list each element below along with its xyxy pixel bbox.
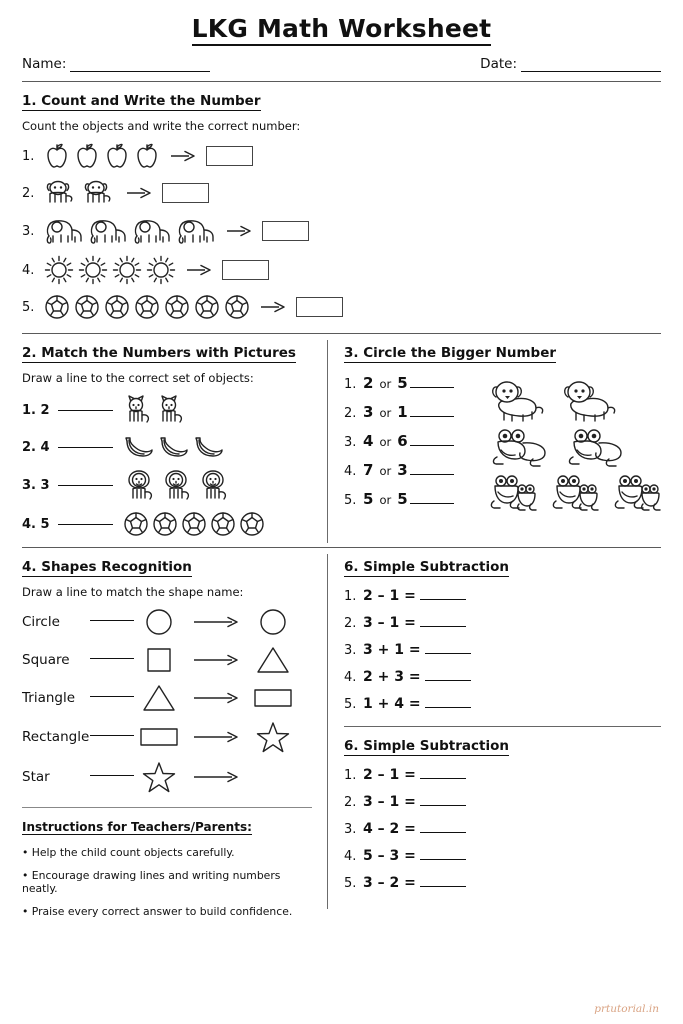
banana-icon [158, 435, 190, 459]
instruction-item: • Help the child count objects carefully. [22, 846, 235, 859]
object-group [44, 179, 116, 207]
math-problem-row [344, 767, 661, 783]
section-6-column [327, 548, 661, 918]
elephant-icon [44, 216, 84, 246]
compare-option-b[interactable]: 5 [397, 490, 408, 508]
match-row [22, 469, 317, 501]
dog-illustration [489, 377, 547, 423]
row-index: 2. [344, 616, 357, 631]
compare-option-b[interactable]: 6 [397, 432, 408, 450]
name-field-group [22, 56, 210, 72]
shape-square-icon [139, 645, 179, 675]
sun-icon [112, 255, 142, 285]
section-1 [22, 82, 661, 320]
elephant-icon [132, 216, 172, 246]
shape-star-icon [253, 721, 293, 753]
answer-line[interactable] [410, 416, 454, 417]
compare-or-label: or [379, 493, 392, 507]
soccer-ball-icon [194, 294, 220, 320]
section-1-heading: 1. Count and Write the Number [22, 93, 261, 109]
column-divider-upper [327, 340, 328, 543]
compare-option-b[interactable]: 5 [397, 374, 408, 392]
soccer-ball-icon [74, 294, 100, 320]
section-6a [344, 548, 661, 712]
section-2-subtitle: Draw a line to the correct set of objects: [22, 371, 254, 385]
shape-row [22, 721, 317, 753]
row-index: 3. [344, 822, 357, 837]
soccer-ball-icon [210, 511, 236, 537]
section-4 [22, 548, 327, 918]
shape-triangle-icon [253, 645, 293, 675]
arrow-icon [193, 730, 239, 744]
illustration-row [489, 377, 661, 423]
object-group [123, 511, 265, 537]
lion-icon [160, 469, 194, 501]
math-expression: 3 – 1 = [363, 615, 416, 631]
instructions-heading: Instructions for Teachers/Parents: [22, 820, 252, 834]
name-input[interactable] [70, 71, 210, 72]
apple-icon [74, 142, 100, 170]
section-3 [327, 334, 661, 537]
dog-icon [82, 179, 116, 207]
arrow-icon [226, 224, 252, 238]
row-index: 5. [22, 299, 35, 315]
section-4-subtitle: Draw a line to match the shape name: [22, 585, 244, 599]
count-row [22, 179, 661, 207]
compare-or-label: or [379, 406, 392, 420]
match-line[interactable] [58, 524, 113, 525]
math-expression: 4 – 2 = [363, 821, 416, 837]
section-1-subtitle: Count the objects and write the correct number: [22, 119, 301, 133]
match-line[interactable] [90, 775, 134, 776]
shape-name-label: Star [22, 769, 50, 785]
match-number: 3. 3 [22, 477, 50, 493]
shape-row [22, 683, 317, 713]
column-divider-lower [327, 554, 328, 909]
row-index: 4. [344, 849, 357, 864]
shape-circle-icon [139, 607, 179, 637]
cat-icon [123, 395, 153, 425]
answer-line[interactable] [420, 626, 466, 627]
apple-icon [134, 142, 160, 170]
match-number: 4. 5 [22, 516, 50, 532]
date-label: Date: [480, 56, 517, 72]
name-label: Name: [22, 56, 67, 72]
math-expression: 2 + 3 = [363, 669, 421, 685]
math-expression: 5 – 3 = [363, 848, 416, 864]
instructions-divider [22, 807, 312, 808]
section-2-rows [22, 395, 317, 537]
shape-name-label: Square [22, 652, 70, 668]
math-expression: 3 + 1 = [363, 642, 421, 658]
math-problem-row [344, 696, 661, 712]
count-row [22, 216, 661, 246]
arrow-icon [193, 691, 239, 705]
object-group [44, 294, 250, 320]
match-line[interactable] [90, 620, 134, 621]
row-index: 1. [344, 768, 357, 783]
match-row [22, 395, 317, 425]
match-row [22, 435, 317, 459]
arrow-icon [193, 770, 239, 784]
section-3-rows [344, 363, 483, 515]
answer-line[interactable] [420, 886, 466, 887]
count-row [22, 255, 661, 285]
soccer-ball-icon [239, 511, 265, 537]
shape-name-label: Circle [22, 614, 60, 630]
row-index: 5. [344, 697, 357, 712]
section-4-heading: 4. Shapes Recognition [22, 559, 192, 575]
answer-line[interactable] [410, 503, 454, 504]
answer-box[interactable] [206, 146, 253, 166]
answer-box[interactable] [162, 183, 209, 203]
row-index: 3. [22, 223, 35, 239]
elephant-icon [88, 216, 128, 246]
count-row [22, 142, 661, 170]
frog-pair-illustration [551, 471, 599, 513]
compare-row [344, 374, 483, 392]
illustration-row [489, 425, 661, 469]
section-2-heading: 2. Match the Numbers with Pictures [22, 345, 296, 361]
object-group [44, 255, 176, 285]
answer-line[interactable] [420, 778, 466, 779]
arrow-icon [170, 149, 196, 163]
compare-option-b[interactable]: 3 [397, 461, 408, 479]
arrow-icon [126, 186, 152, 200]
match-line[interactable] [90, 735, 134, 736]
section-2 [22, 334, 327, 537]
row-index: 3. [344, 435, 357, 450]
section-6b [344, 727, 661, 891]
frog-pair-illustration [489, 471, 537, 513]
match-line[interactable] [90, 696, 134, 697]
soccer-ball-icon [152, 511, 178, 537]
compare-row [344, 432, 483, 450]
shape-rectangle-icon [253, 686, 293, 710]
shape-row [22, 645, 317, 675]
soccer-ball-icon [181, 511, 207, 537]
banana-icon [123, 435, 155, 459]
footer-watermark: prtutorial.in [594, 1003, 659, 1015]
compare-row [344, 461, 483, 479]
row-index: 2. [344, 795, 357, 810]
math-problem-row [344, 615, 661, 631]
soccer-ball-icon [134, 294, 160, 320]
compare-option-a[interactable]: 7 [363, 461, 374, 479]
compare-row [344, 490, 483, 508]
elephant-icon [176, 216, 216, 246]
date-input[interactable] [521, 71, 661, 72]
shape-circle-icon [253, 607, 293, 637]
compare-option-a[interactable]: 3 [363, 403, 374, 421]
compare-or-label: or [379, 377, 392, 391]
date-field-group [480, 56, 661, 72]
sun-icon [78, 255, 108, 285]
count-row [22, 294, 661, 320]
apple-icon [44, 142, 70, 170]
answer-line[interactable] [410, 387, 454, 388]
instructions-list [22, 846, 317, 918]
page-title [22, 0, 661, 43]
math-problem-row [344, 588, 661, 604]
object-group [123, 435, 225, 459]
illustration-row [489, 471, 661, 513]
answer-line[interactable] [420, 859, 466, 860]
compare-option-a[interactable]: 2 [363, 374, 374, 392]
soccer-ball-icon [164, 294, 190, 320]
cat-icon [156, 395, 186, 425]
row-index: 2. [344, 406, 357, 421]
soccer-ball-icon [123, 511, 149, 537]
frog-illustration [489, 425, 551, 469]
object-group [44, 142, 160, 170]
instruction-item: • Praise every correct answer to build confidence. [22, 905, 293, 918]
section-6a-rows [344, 588, 661, 712]
math-problem-row [344, 848, 661, 864]
sun-icon [44, 255, 74, 285]
frog-pair-illustration [613, 471, 661, 513]
row-index: 2. [22, 185, 35, 201]
row-index: 5. [344, 876, 357, 891]
section-3-heading: 3. Circle the Bigger Number [344, 345, 557, 361]
compare-option-a[interactable]: 4 [363, 432, 374, 450]
math-expression: 1 + 4 = [363, 696, 421, 712]
math-expression: 2 – 1 = [363, 767, 416, 783]
name-date-row [22, 56, 661, 72]
row-index: 1. [344, 377, 357, 392]
row-index: 4. [344, 464, 357, 479]
compare-option-b[interactable]: 1 [397, 403, 408, 421]
lion-icon [123, 469, 157, 501]
row-index: 1. [22, 148, 35, 164]
shape-name-label: Triangle [22, 690, 76, 706]
math-problem-row [344, 669, 661, 685]
match-number: 2. 4 [22, 439, 50, 455]
row-index: 4. [344, 670, 357, 685]
answer-line[interactable] [410, 474, 454, 475]
sun-icon [146, 255, 176, 285]
match-line[interactable] [58, 447, 113, 448]
arrow-icon [193, 653, 239, 667]
match-line[interactable] [90, 658, 134, 659]
object-group [123, 469, 231, 501]
shape-star-icon [139, 761, 179, 793]
answer-line[interactable] [425, 707, 471, 708]
arrow-icon [186, 263, 212, 277]
dog-illustration [561, 377, 619, 423]
compare-option-a[interactable]: 5 [363, 490, 374, 508]
page-title-text: LKG Math Worksheet [192, 14, 492, 46]
frog-illustration [565, 425, 627, 469]
shape-row [22, 761, 317, 793]
match-row [22, 511, 317, 537]
answer-line[interactable] [420, 805, 466, 806]
answer-box[interactable] [296, 297, 343, 317]
row-index: 1. [344, 589, 357, 604]
section-6b-heading: 6. Simple Subtraction [344, 738, 509, 754]
section-4-rows [22, 607, 317, 793]
compare-or-label: or [379, 435, 392, 449]
answer-box[interactable] [222, 260, 269, 280]
object-group [44, 216, 216, 246]
match-line[interactable] [58, 485, 113, 486]
match-line[interactable] [58, 410, 113, 411]
compare-or-label: or [379, 464, 392, 478]
lion-icon [197, 469, 231, 501]
soccer-ball-icon [104, 294, 130, 320]
section-6a-heading: 6. Simple Subtraction [344, 559, 509, 575]
arrow-icon [193, 615, 239, 629]
answer-line[interactable] [420, 599, 466, 600]
match-number: 1. 2 [22, 402, 50, 418]
middle-columns [22, 334, 661, 537]
shape-name-label: Rectangle [22, 729, 90, 745]
instruction-item: • Encourage drawing lines and writing numbers neatly. [22, 869, 281, 895]
math-problem-row [344, 821, 661, 837]
answer-line[interactable] [420, 832, 466, 833]
answer-box[interactable] [262, 221, 309, 241]
answer-line[interactable] [425, 680, 471, 681]
soccer-ball-icon [44, 294, 70, 320]
math-problem-row [344, 875, 661, 891]
answer-line[interactable] [425, 653, 471, 654]
row-index: 4. [22, 262, 35, 278]
section-1-rows [22, 142, 661, 320]
math-problem-row [344, 642, 661, 658]
math-expression: 2 – 1 = [363, 588, 416, 604]
math-problem-row [344, 794, 661, 810]
section-6b-rows [344, 767, 661, 891]
shape-triangle-icon [139, 683, 179, 713]
banana-icon [193, 435, 225, 459]
row-index: 3. [344, 643, 357, 658]
dog-icon [44, 179, 78, 207]
answer-line[interactable] [410, 445, 454, 446]
row-index: 5. [344, 493, 357, 508]
shape-rectangle-icon [139, 725, 179, 749]
apple-icon [104, 142, 130, 170]
soccer-ball-icon [224, 294, 250, 320]
arrow-icon [260, 300, 286, 314]
object-group [123, 395, 186, 425]
shape-row [22, 607, 317, 637]
bottom-columns [22, 548, 661, 918]
math-expression: 3 – 2 = [363, 875, 416, 891]
compare-row [344, 403, 483, 421]
section-3-artwork [483, 363, 661, 515]
math-expression: 3 – 1 = [363, 794, 416, 810]
